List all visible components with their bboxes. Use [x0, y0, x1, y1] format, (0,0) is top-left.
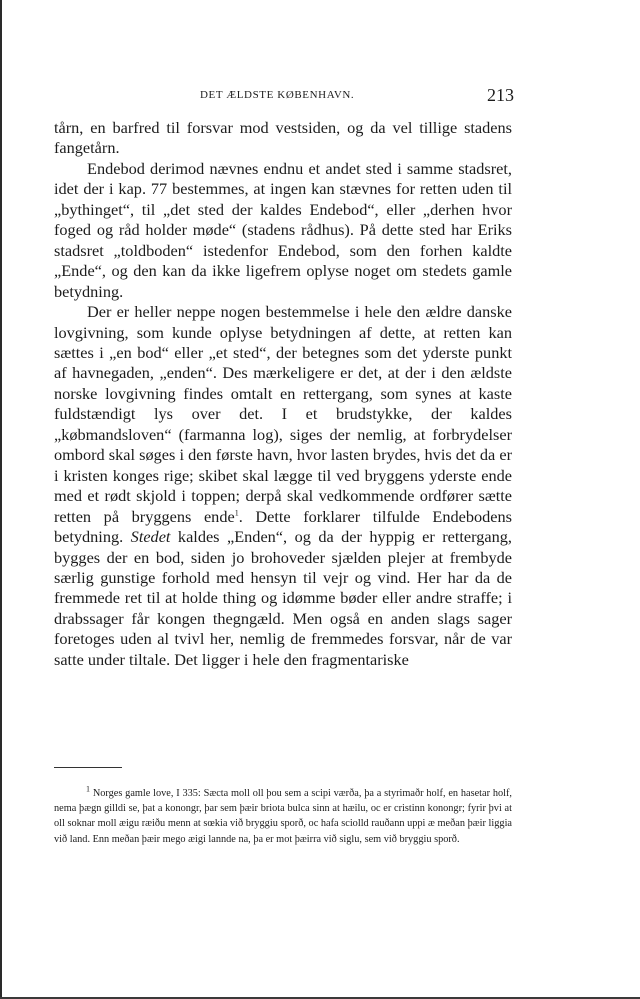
footnote-1-text: Norges gamle love, I 335: Sæcta moll oll þou sem a scipi værða, þa a styrimaðr holf, en hasetar holf, nema þægn gilldi se, þat a konongr, þar sem þæir briota bulca sinn at hæilu, oc er cristinn konongr; fyrir þvi at oll soknar moll æigu ræiðu menn at sœkia við bryggiu sporð, oc hafa sciolld rauðann uppi æ meðan þæir liggia við land. Enn meðan þæir mego æigi lannde na, þa er mot þæirra við siglu, sem við bryggiu sporð.: [54, 788, 512, 845]
footnotes: [54, 786, 512, 847]
scan-border-left: [0, 0, 2, 999]
paragraph-3-part-3: kaldes „Enden“, og da der hyppig er rettergang, bygges der en bod, siden jo brohoveder sjælden plejer at frembyde særlig gunstige forhold med hensyn til vejr og vind. Her har da de fremmede ret til at holde thing og idømme bøder eller andre straffe; i drabssager får kongen thegngæld. Men også en anden slags sager foretoges uden al tvivl her, nemlig de fremmedes forsvar, når de var satte under tiltale. Det ligger i hele den fragmentariske: [54, 527, 512, 669]
page-header: [54, 85, 514, 110]
footnote-divider: [54, 767, 122, 768]
paragraph-3-part-2: . Dette forklarer tilfulde Endebodens betydning.: [54, 506, 513, 547]
paragraph-3-part-1: Der er heller neppe nogen bestemmelse i hele den ældre danske lovgivning, som kunde oplyse betydningen af dette, at retten kan sættes i „en bod“ eller „et sted“, der betegnes som det yderste punkt af havnegaden, „enden“. Des mærkeligere er det, at der i den ældste norske lovgivning findes omtalt en rettergang, som synes at kaste fuldstændigt lys over det. I et brudstykke, der kaldes „købmandsloven“ (farmanna log), siges der nemlig, at forbrydelser ombord skal søges i den første havn, hvor lasten brydes, hvis det da er i kristen konges rige; skibet skal lægge til ved bryggens yderste ende med et rødt skjold i toppen; derpå skal vedkommende ordfører sætte retten på bryggens ende: [54, 302, 512, 526]
paragraph-2: Endebod derimod nævnes endnu et andet sted i samme stadsret, idet der i kap. 77 bestemmes, at ingen kan stævnes for retten uden til „bythinget“, til „det sted der kaldes Endebod“, eller „derhen hvor foged og råd holder møde“ (stadens rådhus). På dette sted har Eriks stadsret „toldboden“ istedenfor Endebod, som den forhen kaldte „Ende“, og den kan da ikke ligefrem oplyse noget om stedets gamle betydning.: [54, 158, 512, 301]
footnote-reference: 1: [234, 508, 239, 518]
paragraph-3: [54, 302, 512, 670]
paragraph-1: tårn, en barfred til forsvar mod vestsiden, og da vel tillige stadens fangetårn.: [54, 118, 512, 158]
footnote-1: [54, 786, 512, 847]
footnote-1-marker: 1: [86, 784, 90, 794]
body-text: [54, 118, 512, 670]
page-number: 213: [487, 85, 514, 105]
emphasis-stedet: Stedet: [130, 527, 171, 547]
running-title: DET ÆLDSTE KØBENHAVN.: [200, 89, 355, 101]
